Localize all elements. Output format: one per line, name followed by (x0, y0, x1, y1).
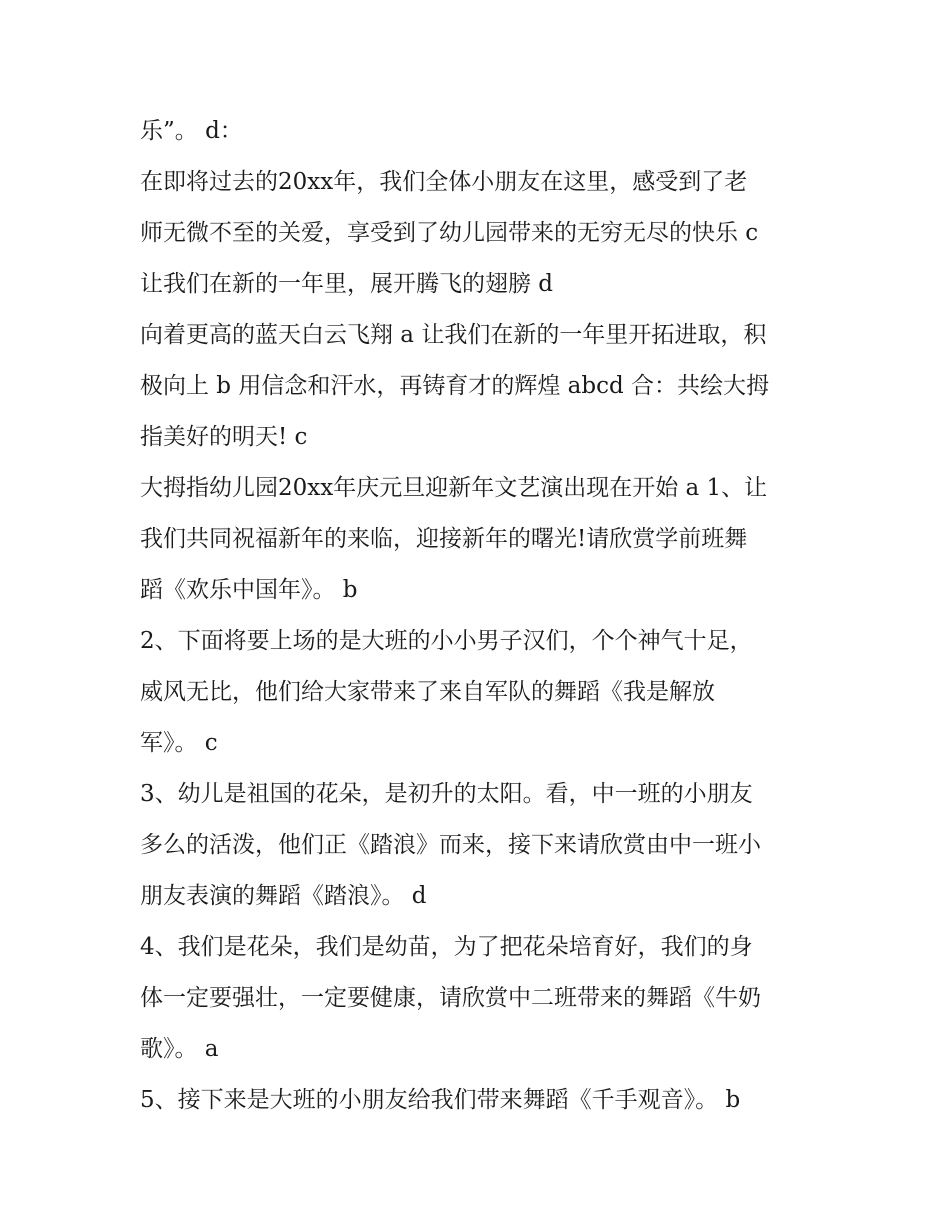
text-line: 师无微不至的关爱，享受到了幼儿园带来的无穷无尽的快乐 c (140, 220, 759, 246)
text-line: 军》。 c (140, 730, 218, 756)
text-line: 向着更高的蓝天白云飞翔 a 让我们在新的一年里开拓进取，积 (140, 322, 767, 348)
text-line: 乐”。 d： (140, 118, 243, 144)
text-line: 指美好的明天! c (140, 424, 308, 450)
text-line: 让我们在新的一年里，展开腾飞的翅膀 d (140, 271, 554, 297)
text-line: 4、我们是花朵，我们是幼苗，为了把花朵培育好，我们的身 (140, 934, 753, 960)
document-page (140, 106, 830, 1126)
text-line: 歌》。 a (140, 1036, 219, 1062)
text-line: 极向上 b 用信念和汗水，再铸育才的辉煌 abcd 合：共绘大拇 (140, 373, 770, 399)
text-line: 我们共同祝福新年的来临，迎接新年的曙光!请欣赏学前班舞 (140, 526, 748, 552)
text-line: 多么的活泼，他们正《踏浪》而来，接下来请欣赏由中一班小 (140, 832, 761, 858)
text-line: 5、接下来是大班的小朋友给我们带来舞蹈《千手观音》。 b (140, 1087, 741, 1113)
text-line: 蹈《欢乐中国年》。 b (140, 577, 358, 603)
text-line: 3、幼儿是祖国的花朵，是初升的太阳。看，中一班的小朋友 (140, 781, 753, 807)
text-line: 大拇指幼儿园20xx年庆元旦迎新年文艺演出现在开始 a 1、让 (140, 475, 768, 501)
text-line: 在即将过去的20xx年，我们全体小朋友在这里，感受到了老 (140, 169, 748, 195)
text-line: 2、下面将要上场的是大班的小小男子汉们，个个神气十足， (140, 628, 753, 654)
text-line: 威风无比，他们给大家带来了来自军队的舞蹈《我是解放 (140, 679, 715, 705)
text-line: 体一定要强壮，一定要健康，请欣赏中二班带来的舞蹈《牛奶 (140, 985, 761, 1011)
text-line: 朋友表演的舞蹈《踏浪》。 d (140, 883, 427, 909)
